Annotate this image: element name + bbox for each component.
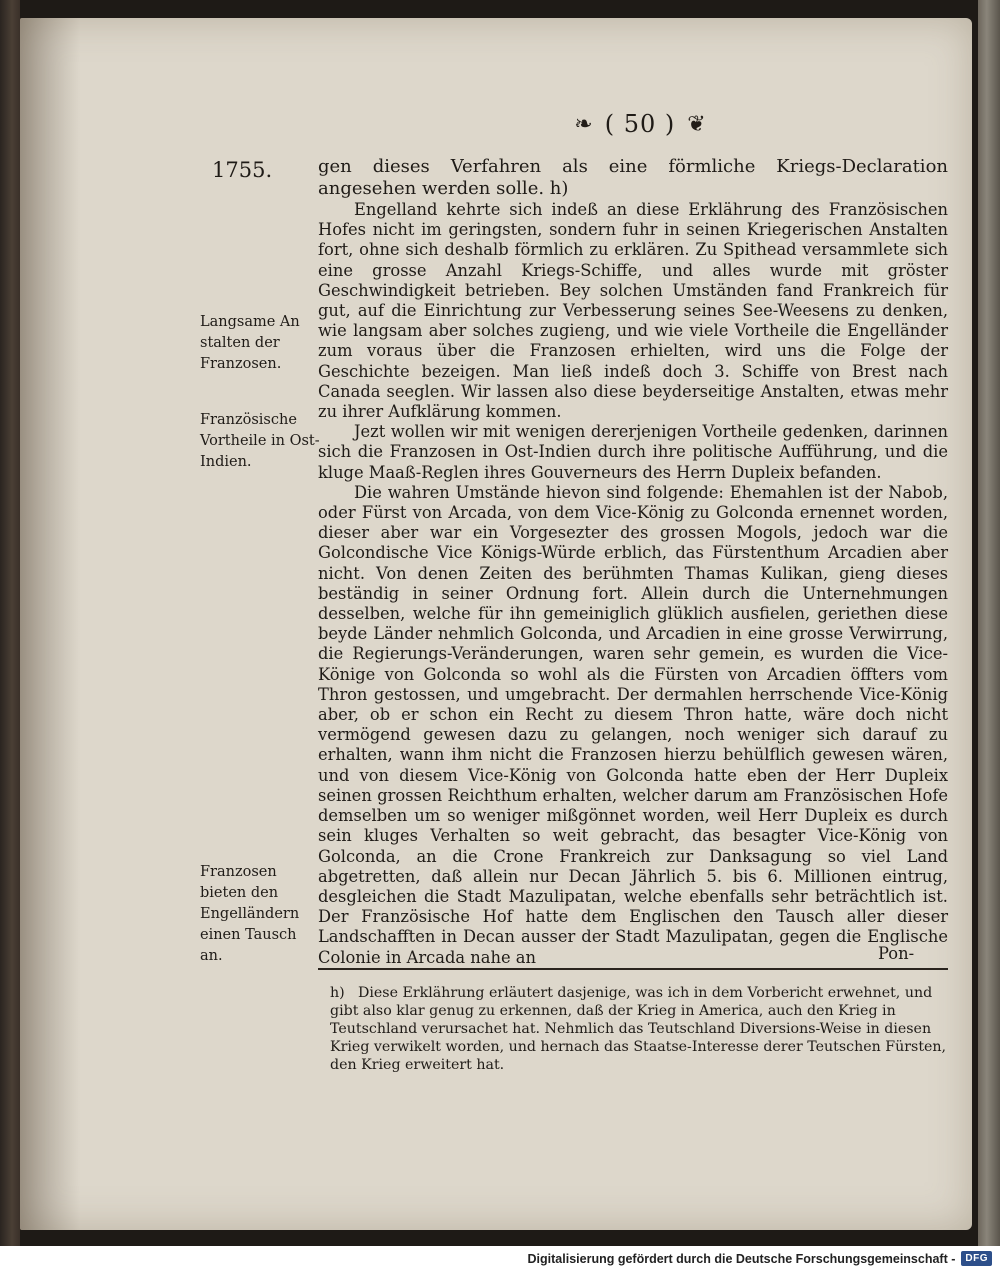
margin-note: Französische Vortheile in Ost-Indien.: [200, 412, 320, 470]
right-ornament-icon: ❦: [687, 111, 706, 137]
footnote: [330, 984, 950, 1074]
paragraph: Engelland kehrte sich indeß an diese Erklährung des Französischen Hofes nicht im geringsten, sondern fuhr in seinen Kriegerischen Anstalten fort, ohne sich deshalb förmlich zu erklären. Zu Spithead versammlete sich eine grosse Anzahl Kriegs-Schiffe, und alles wurde mit gröster Geschwindigkeit betrieben. Bey solchen Umständen fand Frankreich für gut, auf die Einrichtung zur Verbesserung seines See-Weesens zu denken, wie langsam aber solches zugieng, und wie viele Vortheile die Engelländer zum voraus über die Franzosen erhielten, wird uns die Folge der Geschichte bezeigen. Man ließ indeß doch 3. Schiffe von Brest nach Canada seeglen. Wir lassen also diese beyderseitige Anstalten, etwas mehr zu ihrer Aufklärung kommen.: [318, 200, 948, 422]
margin-note: Franzosen bieten den Engelländern einen Tausch an.: [200, 864, 300, 964]
dfg-logo-icon: DFG: [961, 1251, 992, 1266]
page-number: ( 50 ): [604, 110, 676, 138]
funding-credit: Digitalisierung gefördert durch die Deutsche Forschungsgemeinschaft -: [527, 1251, 956, 1266]
footnote-divider: [318, 968, 948, 970]
catchword: Pon-: [878, 944, 915, 963]
margin-note: Langsame An stalten der Franzosen.: [200, 314, 300, 372]
paragraph: gen dieses Verfahren als eine förmliche Kriegs-Declaration angesehen werden solle. h): [318, 156, 948, 199]
footer-bar: [0, 1246, 1000, 1271]
book-spine: [0, 0, 20, 1246]
paragraph: Jezt wollen wir mit wenigen dererjenigen Vortheile gedenken, darinnen sich die Franzosen in Ost-Indien durch ihre politische Aufführung, und die kluge Maaß-Reglen ihres Gouverneurs des Herrn Dupleix befanden.: [318, 422, 948, 482]
paragraph: Die wahren Umstände hievon sind folgende: Ehemahlen ist der Nabob, oder Fürst von Arcada, von dem Vice-König zu Golconda ernennet worden, dieser aber war ein Vorgesezter des grossen Mogols, jedoch war die Golcondische Vice Königs-Würde erblich, das Fürstenthum Arcadien aber nicht. Von denen Zeiten des berühmten Thamas Kulikan, gieng dieses beständig in seiner Ordnung fort. Allein durch die Unternehmungen desselben, welche für ihn gemeiniglich glüklich ausfielen, geriethen diese beyde Länder nehmlich Golconda, und Arcadien in eine grosse Verwirrung, die Regierungs-Veränderungen, waren sehr gemein, es wurden die Vice-Könige von Golconda so wohl als die Fürsten von Arcadien öffters vom Thron gestossen, und umgebracht. Der dermahlen herrschende Vice-König aber, ob er schon ein Recht zu diesem Thron hatte, wäre doch nicht vermögend gewesen dazu zu gelangen, noch weniger sich darauf zu erhalten, wann ihm nicht die Franzosen hierzu behülflich gewesen wären, und von diesem Vice-König von Golconda hatte eben der Herr Dupleix seinen grossen Reichthum erhalten, welcher darum am Französischen Hofe demselben um so weniger mißgönnet worden, weil Herr Dupleix es durch sein kluges Verhalten so weit gebracht, das besagter Vice-König von Golconda, an die Crone Frankreich zur Danksagung so viel Land abgetretten, daß allein nur Decan Jährlich 5. bis 6. Millionen eintrug, desgleichen die Stadt Mazulipatan, welche ebenfalls sehr beträchtlich ist. Der Französische Hof hatte dem Englischen den Tausch aller dieser Landschafften in Decan ausser der Stadt Mazulipatan, gegen die Englische Colonie in Arcada nahe an: [318, 482, 948, 967]
footnote-marker: h): [330, 985, 345, 1001]
left-ornament-icon: ❧: [574, 111, 593, 137]
body-text: [318, 156, 948, 968]
year-marginal: 1755.: [212, 158, 273, 182]
page-header: [520, 106, 760, 142]
footnote-text: Diese Erklährung erläutert dasjenige, was ich in dem Vorbericht erwehnet, und gibt also klar genug zu erkennen, daß der Krieg in America, auch den Krieg in Teutschland verursachet hat. Nehmlich das Teutschland Diversions-Weise in diesen Krieg verwikelt worden, und hernach das Staatse-Interesse derer Teutschen Fürsten, den Krieg erweitert hat.: [330, 985, 947, 1073]
page-edge: [978, 0, 1000, 1246]
